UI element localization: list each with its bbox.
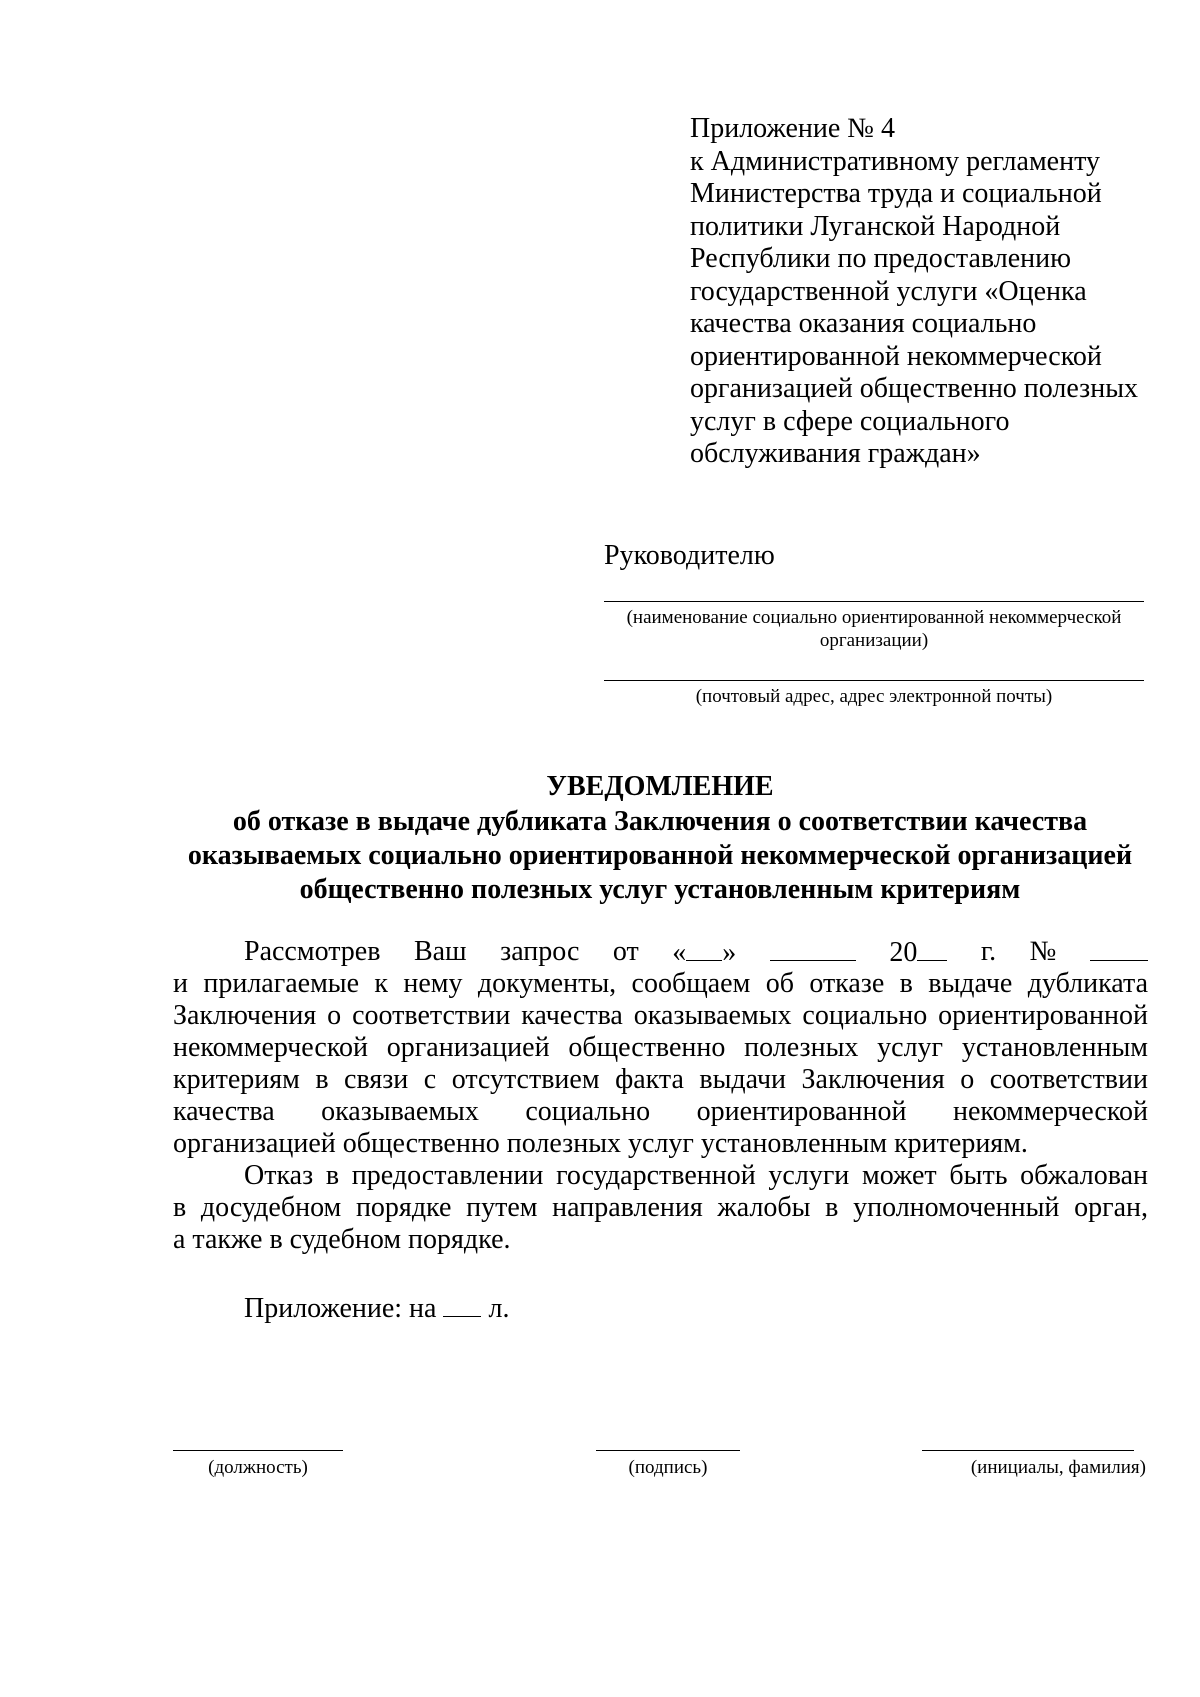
- paragraph-line: некоммерческой организацией общественно полезных услуг установленным: [173, 1032, 1148, 1063]
- paragraph-line: в досудебном порядке путем направления жалобы в уполномоченный орган,: [173, 1192, 1148, 1223]
- request-line: [244, 936, 1148, 968]
- request-word: запрос: [500, 936, 580, 967]
- request-year: [889, 936, 947, 968]
- annex-line: услуг в сфере социального: [690, 405, 1010, 437]
- request-word: Рассмотрев: [244, 936, 381, 967]
- annex-line: организацией общественно полезных: [690, 373, 1139, 404]
- signature-label: (подпись): [628, 1457, 708, 1478]
- year-prefix: 20: [889, 937, 918, 968]
- request-word: Ваш: [413, 936, 467, 967]
- year-blank: [917, 936, 947, 961]
- org-hint-line2: организации): [819, 630, 929, 651]
- attachment-prefix: Приложение: на: [244, 1293, 437, 1324]
- attachment-suffix: л.: [488, 1293, 510, 1324]
- signature-line: [596, 1450, 740, 1451]
- notice-subtitle-line: общественно полезных услуг установленным критериям: [299, 874, 1021, 905]
- annex-line: качества оказания социально: [690, 308, 1037, 339]
- year-abbr: г.: [980, 936, 997, 967]
- name-line: [922, 1450, 1134, 1451]
- paragraph-line: Отказ в предоставлении государственной услуги может быть обжалован: [244, 1160, 1148, 1191]
- position-line: [173, 1450, 343, 1451]
- request-day: [672, 936, 736, 968]
- annex-line: государственной услуги «Оценка: [690, 275, 1087, 307]
- recipient-label: Руководителю: [604, 540, 775, 571]
- org-name-line: [604, 601, 1144, 602]
- address-line: [604, 680, 1144, 681]
- paragraph-line: организацией общественно полезных услуг установленным критериям.: [173, 1128, 1028, 1159]
- paragraph-line: качества оказываемых социально ориентированной некоммерческой: [173, 1096, 1148, 1127]
- annex-line: к Административному регламенту: [690, 145, 1100, 177]
- quote-close: »: [722, 937, 737, 968]
- notice-subtitle-line: оказываемых социально ориентированной некоммерческой организацией: [187, 840, 1133, 871]
- day-blank: [686, 936, 722, 961]
- paragraph-line: критериям в связи с отсутствием факта выдачи Заключения о соответствии: [173, 1064, 1148, 1095]
- position-label: (должность): [208, 1457, 308, 1478]
- name-label: (инициалы, фамилия): [970, 1457, 1146, 1478]
- annex-line: Республики по предоставлению: [690, 243, 1072, 274]
- month-blank: [770, 936, 856, 961]
- paragraph-line: а также в судебном порядке.: [173, 1224, 511, 1255]
- pages-blank: [443, 1292, 481, 1317]
- attachment-line: [244, 1292, 509, 1325]
- annex-line: ориентированной некоммерческой: [690, 340, 1102, 372]
- notice-title: УВЕДОМЛЕНИЕ: [546, 771, 774, 802]
- paragraph-line: Заключения о соответствии качества оказываемых социально ориентированной: [173, 1000, 1148, 1031]
- number-sign: №: [1029, 936, 1057, 967]
- annex-line: политики Луганской Народной: [690, 210, 1061, 242]
- notice-subtitle-line: об отказе в выдаче дубликата Заключения о соответствии качества: [232, 806, 1088, 837]
- annex-header: [690, 113, 1170, 471]
- address-hint: (почтовый адрес, адрес электронной почты): [695, 686, 1053, 707]
- number-blank: [1090, 936, 1148, 961]
- annex-line: обслуживания граждан»: [690, 438, 981, 469]
- annex-line: Приложение № 4: [690, 113, 895, 144]
- request-word: от: [612, 936, 639, 967]
- paragraph-line: и прилагаемые к нему документы, сообщаем об отказе в выдаче дубликата: [173, 968, 1148, 999]
- quote-open: «: [672, 937, 687, 968]
- annex-line: Министерства труда и социальной: [690, 178, 1102, 209]
- org-hint-line1: (наименование социально ориентированной некоммерческой: [626, 607, 1122, 628]
